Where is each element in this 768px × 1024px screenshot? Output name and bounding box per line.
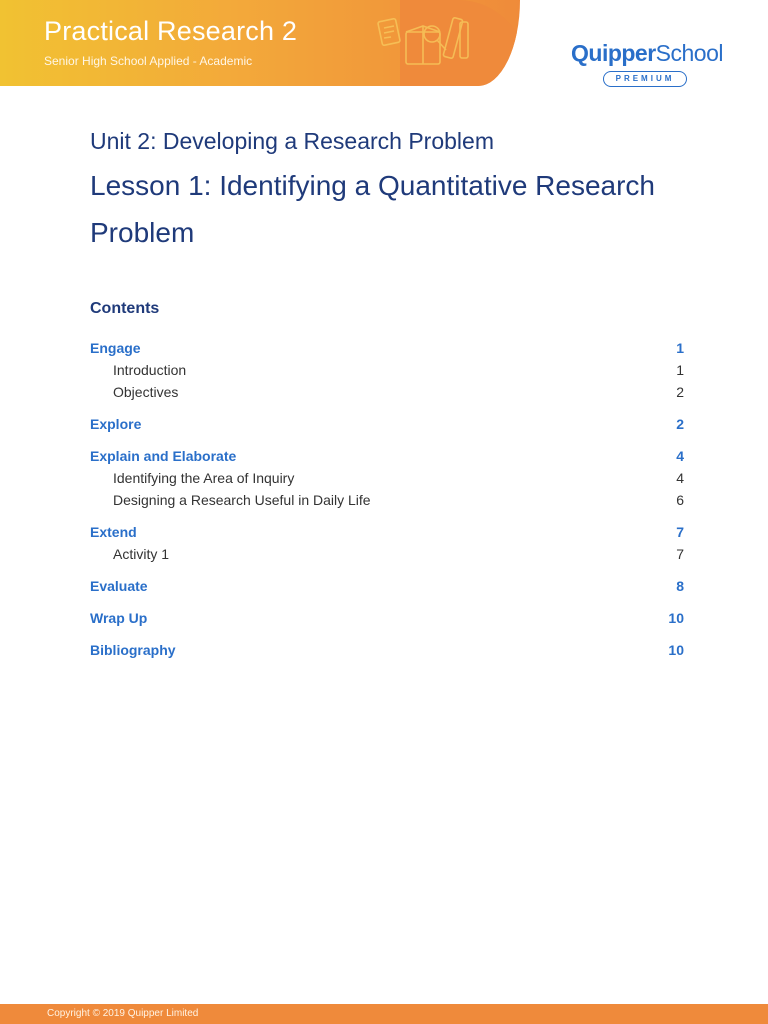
research-documents-icon xyxy=(376,14,476,74)
toc-entry-label: Explore xyxy=(90,416,142,432)
toc-subentry-label: Identifying the Area of Inquiry xyxy=(113,470,295,486)
toc-subentry[interactable] xyxy=(90,489,684,511)
lesson-title: Lesson 1: Identifying a Quantitative Research Problem xyxy=(90,170,656,248)
toc-subentry-label: Activity 1 xyxy=(113,546,170,562)
toc-entry-evaluate[interactable] xyxy=(90,575,684,597)
table-of-contents xyxy=(90,337,684,661)
toc-entry-explore[interactable] xyxy=(90,413,684,435)
premium-badge: PREMIUM xyxy=(603,71,687,87)
toc-entry-page: 2 xyxy=(676,416,684,432)
toc-entry-page: 1 xyxy=(676,340,684,356)
footer-bar xyxy=(0,1004,768,1024)
toc-subentry-page: 1 xyxy=(676,362,684,378)
copyright-text: Copyright © 2019 Quipper Limited xyxy=(47,1008,199,1019)
toc-entry-label: Wrap Up xyxy=(90,610,148,626)
toc-subentry-page: 6 xyxy=(676,492,684,508)
toc-entry-page: 10 xyxy=(668,610,684,626)
quipper-school-logo xyxy=(571,40,731,83)
toc-subentry-page: 2 xyxy=(676,384,684,400)
toc-entry-extend[interactable] xyxy=(90,521,684,543)
toc-entry-page: 10 xyxy=(668,642,684,658)
toc-entry-label: Evaluate xyxy=(90,578,148,594)
logo-name-bold: Quipper xyxy=(571,40,656,66)
toc-entry-label: Explain and Elaborate xyxy=(90,448,237,464)
toc-subentry-page: 7 xyxy=(676,546,684,562)
toc-entry-bibliography[interactable] xyxy=(90,639,684,661)
toc-subentry-label: Objectives xyxy=(113,384,179,400)
toc-subentry[interactable] xyxy=(90,467,684,489)
course-subtitle: Senior High School Applied - Academic xyxy=(44,54,253,68)
header-banner xyxy=(0,0,520,86)
toc-subentry-page: 4 xyxy=(676,470,684,486)
course-title: Practical Research 2 xyxy=(44,16,298,46)
toc-entry-wrap-up[interactable] xyxy=(90,607,684,629)
contents-heading: Contents xyxy=(90,300,160,317)
toc-entry-page: 8 xyxy=(676,578,684,594)
toc-entry-label: Bibliography xyxy=(90,642,176,658)
toc-subentry-label: Introduction xyxy=(113,362,187,378)
logo-name-regular: School xyxy=(655,40,723,66)
toc-subentry[interactable] xyxy=(90,381,684,403)
toc-entry-label: Extend xyxy=(90,524,137,540)
toc-subentry[interactable] xyxy=(90,543,684,565)
toc-subentry-label: Designing a Research Useful in Daily Life xyxy=(113,492,371,508)
toc-subentry[interactable] xyxy=(90,359,684,381)
toc-entry-explain-and-elaborate[interactable] xyxy=(90,445,684,467)
toc-entry-label: Engage xyxy=(90,340,141,356)
toc-entry-page: 4 xyxy=(676,448,684,464)
logo-wordmark xyxy=(571,40,731,67)
toc-entry-page: 7 xyxy=(676,524,684,540)
toc-entry-engage[interactable] xyxy=(90,337,684,359)
unit-title: Unit 2: Developing a Research Problem xyxy=(90,128,494,154)
